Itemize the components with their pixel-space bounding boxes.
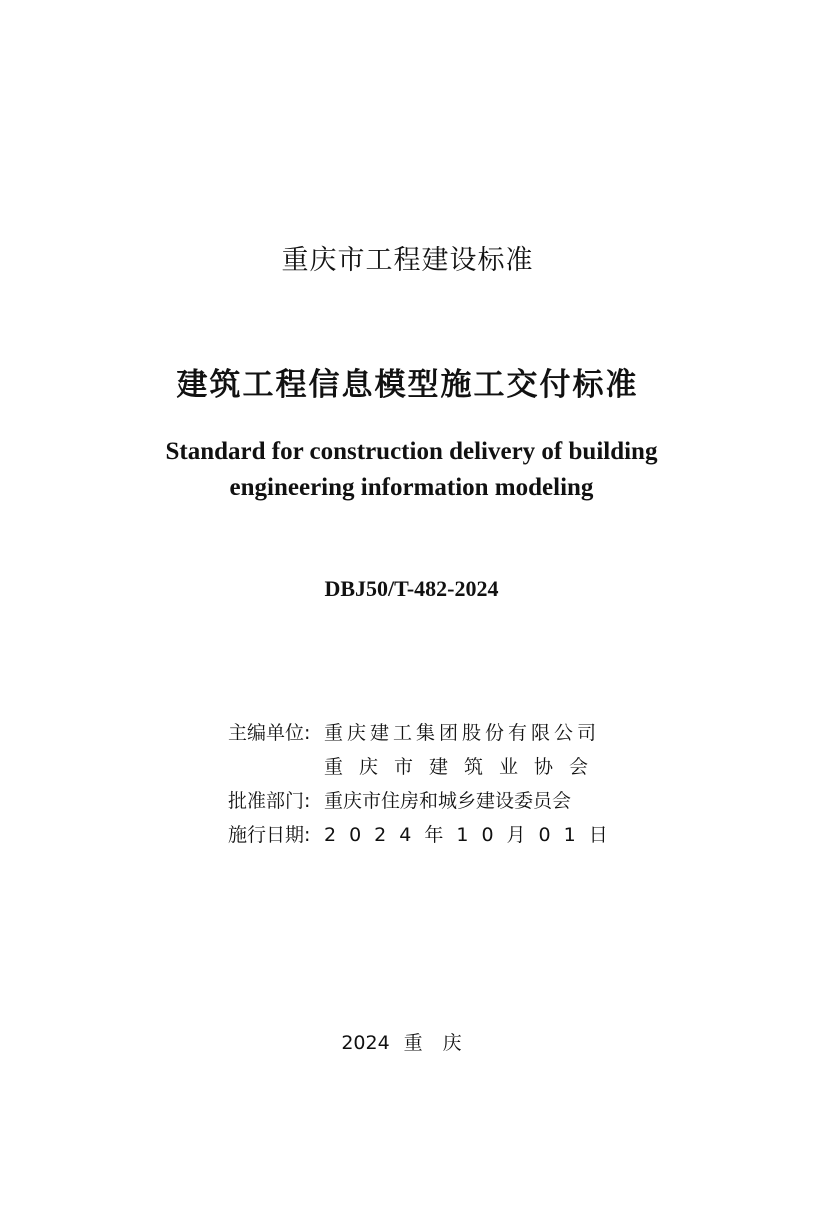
- english-title-line-1: Standard for construction delivery of building: [165, 438, 658, 465]
- effective-date-label: 施行日期:: [228, 823, 311, 846]
- series-title: 重庆市工程建设标准: [281, 245, 534, 276]
- approver-label: 批准部门:: [228, 789, 311, 812]
- publication-info: [228, 714, 628, 850]
- editor-value-1: 重庆建工集团股份有限公司: [324, 721, 601, 744]
- editor-value-2: 重庆市建筑业协会: [324, 755, 605, 778]
- main-title: 建筑工程信息模型施工交付标准: [176, 367, 639, 403]
- editor-row: [228, 714, 628, 748]
- footer-city: 重庆: [403, 1032, 482, 1054]
- editor-label: 主编单位:: [228, 721, 311, 744]
- effective-date-value: 2024年10月01日: [324, 823, 621, 846]
- approver-row: [228, 782, 628, 816]
- approver-value: 重庆市住房和城乡建设委员会: [324, 789, 572, 812]
- footer-imprint: [4, 1028, 815, 1055]
- footer-year: 2024: [341, 1032, 390, 1054]
- effective-date-row: [228, 816, 628, 850]
- standard-code: DBJ50/T-482-2024: [324, 576, 499, 601]
- editor-row-2: [228, 748, 628, 782]
- english-title-line-2: engineering information modeling: [229, 474, 594, 501]
